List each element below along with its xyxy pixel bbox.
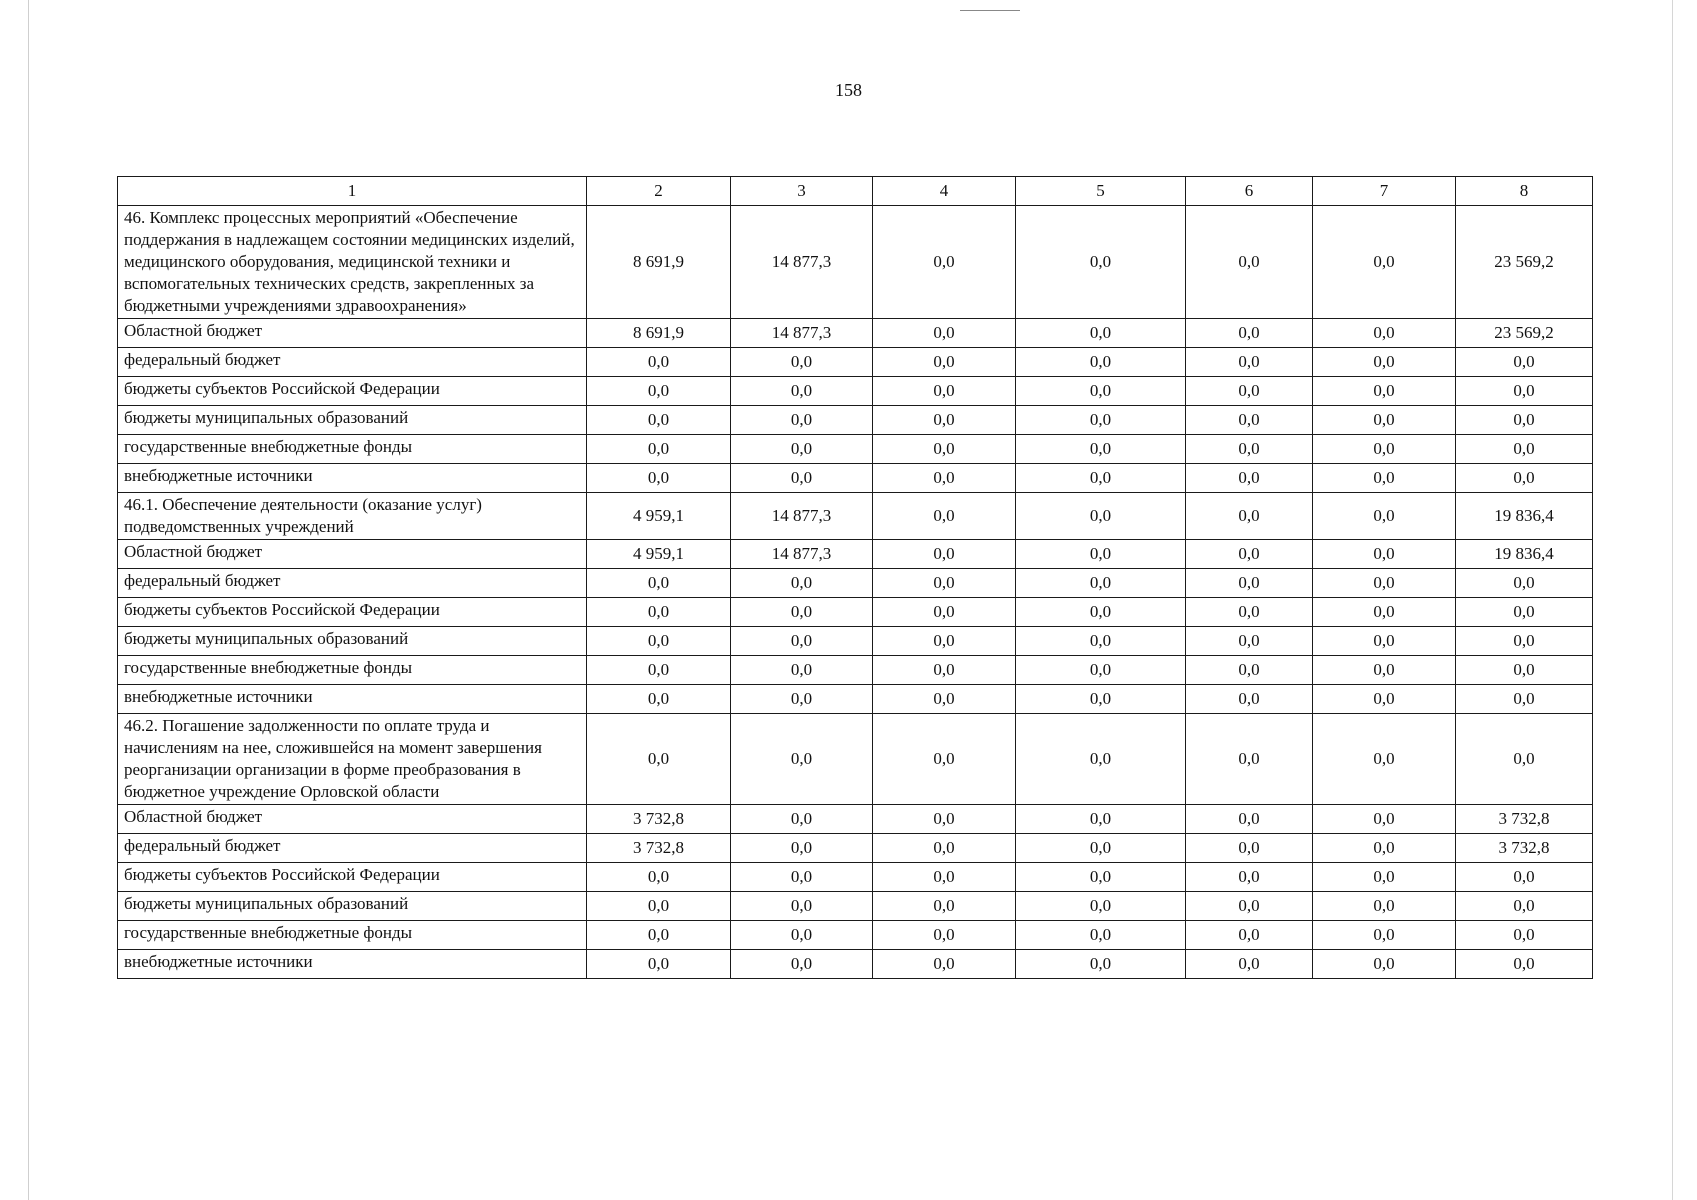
value-cell: 14 877,3 <box>731 319 873 348</box>
table-row <box>118 714 1593 805</box>
row-label: 46.1. Обеспечение деятельности (оказание услуг) подведомственных учреждений <box>118 493 587 540</box>
value-cell: 0,0 <box>1313 435 1456 464</box>
value-cell: 0,0 <box>1186 656 1313 685</box>
value-cell: 0,0 <box>873 685 1016 714</box>
value-cell: 0,0 <box>731 805 873 834</box>
value-cell: 0,0 <box>1016 569 1186 598</box>
row-label: бюджеты муниципальных образований <box>118 892 587 921</box>
value-cell: 0,0 <box>1313 464 1456 493</box>
table-row <box>118 464 1593 493</box>
value-cell: 0,0 <box>873 834 1016 863</box>
value-cell: 0,0 <box>1186 950 1313 979</box>
value-cell: 0,0 <box>1016 685 1186 714</box>
table-body <box>118 206 1593 979</box>
value-cell: 0,0 <box>587 714 731 805</box>
table-row <box>118 206 1593 319</box>
value-cell: 0,0 <box>1186 569 1313 598</box>
value-cell: 0,0 <box>1016 950 1186 979</box>
value-cell: 0,0 <box>873 805 1016 834</box>
value-cell: 3 732,8 <box>587 834 731 863</box>
value-cell: 0,0 <box>731 656 873 685</box>
budget-table <box>117 176 1593 979</box>
table-row <box>118 377 1593 406</box>
value-cell: 0,0 <box>1186 206 1313 319</box>
column-header: 4 <box>873 177 1016 206</box>
value-cell: 0,0 <box>1313 950 1456 979</box>
value-cell: 0,0 <box>1313 493 1456 540</box>
value-cell: 0,0 <box>873 863 1016 892</box>
value-cell: 0,0 <box>1016 863 1186 892</box>
value-cell: 0,0 <box>731 834 873 863</box>
value-cell: 0,0 <box>1456 406 1593 435</box>
value-cell: 19 836,4 <box>1456 493 1593 540</box>
value-cell: 0,0 <box>873 493 1016 540</box>
value-cell: 0,0 <box>587 656 731 685</box>
value-cell: 0,0 <box>873 598 1016 627</box>
value-cell: 0,0 <box>873 319 1016 348</box>
value-cell: 0,0 <box>873 714 1016 805</box>
table-header-row <box>118 177 1593 206</box>
value-cell: 0,0 <box>731 892 873 921</box>
row-label: бюджеты муниципальных образований <box>118 406 587 435</box>
value-cell: 0,0 <box>1313 685 1456 714</box>
value-cell: 0,0 <box>587 892 731 921</box>
scan-mark-top <box>960 10 1020 11</box>
value-cell: 0,0 <box>1186 834 1313 863</box>
value-cell: 0,0 <box>587 598 731 627</box>
value-cell: 0,0 <box>1456 348 1593 377</box>
value-cell: 0,0 <box>1186 540 1313 569</box>
table-row <box>118 685 1593 714</box>
value-cell: 0,0 <box>873 206 1016 319</box>
value-cell: 0,0 <box>873 892 1016 921</box>
table-row <box>118 950 1593 979</box>
value-cell: 0,0 <box>1186 319 1313 348</box>
value-cell: 0,0 <box>731 406 873 435</box>
value-cell: 14 877,3 <box>731 493 873 540</box>
value-cell: 0,0 <box>587 435 731 464</box>
value-cell: 0,0 <box>1016 805 1186 834</box>
table-row <box>118 863 1593 892</box>
value-cell: 0,0 <box>1313 921 1456 950</box>
value-cell: 0,0 <box>1456 921 1593 950</box>
value-cell: 0,0 <box>1016 656 1186 685</box>
value-cell: 0,0 <box>1016 892 1186 921</box>
value-cell: 14 877,3 <box>731 540 873 569</box>
value-cell: 0,0 <box>1186 435 1313 464</box>
value-cell: 0,0 <box>1456 464 1593 493</box>
value-cell: 0,0 <box>1016 319 1186 348</box>
row-label: Областной бюджет <box>118 319 587 348</box>
value-cell: 0,0 <box>873 569 1016 598</box>
value-cell: 0,0 <box>873 627 1016 656</box>
value-cell: 0,0 <box>1313 348 1456 377</box>
value-cell: 0,0 <box>1186 493 1313 540</box>
value-cell: 0,0 <box>1016 921 1186 950</box>
value-cell: 0,0 <box>1313 206 1456 319</box>
row-label: бюджеты муниципальных образований <box>118 627 587 656</box>
row-label: бюджеты субъектов Российской Федерации <box>118 598 587 627</box>
page-number: 158 <box>835 80 862 100</box>
value-cell: 4 959,1 <box>587 540 731 569</box>
value-cell: 0,0 <box>1456 892 1593 921</box>
value-cell: 0,0 <box>1456 377 1593 406</box>
value-cell: 0,0 <box>587 950 731 979</box>
value-cell: 0,0 <box>1313 406 1456 435</box>
value-cell: 0,0 <box>1016 834 1186 863</box>
value-cell: 0,0 <box>873 377 1016 406</box>
value-cell: 0,0 <box>1186 714 1313 805</box>
value-cell: 0,0 <box>1456 714 1593 805</box>
table-row <box>118 435 1593 464</box>
value-cell: 0,0 <box>1456 627 1593 656</box>
value-cell: 0,0 <box>1186 863 1313 892</box>
column-header: 5 <box>1016 177 1186 206</box>
column-header: 6 <box>1186 177 1313 206</box>
row-label: государственные внебюджетные фонды <box>118 435 587 464</box>
value-cell: 0,0 <box>1186 406 1313 435</box>
value-cell: 0,0 <box>1186 627 1313 656</box>
value-cell: 0,0 <box>587 921 731 950</box>
value-cell: 0,0 <box>1186 892 1313 921</box>
value-cell: 3 732,8 <box>1456 805 1593 834</box>
row-label: внебюджетные источники <box>118 685 587 714</box>
value-cell: 0,0 <box>1456 950 1593 979</box>
value-cell: 0,0 <box>731 569 873 598</box>
value-cell: 14 877,3 <box>731 206 873 319</box>
value-cell: 0,0 <box>1186 598 1313 627</box>
value-cell: 0,0 <box>1313 656 1456 685</box>
value-cell: 0,0 <box>873 348 1016 377</box>
value-cell: 0,0 <box>1016 540 1186 569</box>
value-cell: 0,0 <box>1016 464 1186 493</box>
row-label: государственные внебюджетные фонды <box>118 921 587 950</box>
column-header: 1 <box>118 177 587 206</box>
row-label: внебюджетные источники <box>118 950 587 979</box>
value-cell: 0,0 <box>1016 406 1186 435</box>
value-cell: 23 569,2 <box>1456 206 1593 319</box>
value-cell: 0,0 <box>873 921 1016 950</box>
value-cell: 0,0 <box>1016 206 1186 319</box>
value-cell: 0,0 <box>1456 685 1593 714</box>
row-label: федеральный бюджет <box>118 348 587 377</box>
row-label: бюджеты субъектов Российской Федерации <box>118 863 587 892</box>
value-cell: 0,0 <box>1313 319 1456 348</box>
row-label: Областной бюджет <box>118 805 587 834</box>
value-cell: 3 732,8 <box>1456 834 1593 863</box>
value-cell: 0,0 <box>731 464 873 493</box>
value-cell: 0,0 <box>1186 685 1313 714</box>
value-cell: 0,0 <box>731 685 873 714</box>
value-cell: 0,0 <box>1313 863 1456 892</box>
table-row <box>118 540 1593 569</box>
table-row <box>118 598 1593 627</box>
value-cell: 0,0 <box>1456 435 1593 464</box>
value-cell: 4 959,1 <box>587 493 731 540</box>
value-cell: 0,0 <box>1016 627 1186 656</box>
value-cell: 0,0 <box>873 435 1016 464</box>
value-cell: 0,0 <box>731 435 873 464</box>
row-label: 46.2. Погашение задолженности по оплате труда и начислениям на нее, сложившейся на момент завершения реорганизации организации в форме преобразования в бюджетное учреждение Орловской области <box>118 714 587 805</box>
value-cell: 0,0 <box>1186 348 1313 377</box>
value-cell: 0,0 <box>1456 863 1593 892</box>
value-cell: 0,0 <box>1313 714 1456 805</box>
value-cell: 0,0 <box>1456 656 1593 685</box>
value-cell: 0,0 <box>1313 540 1456 569</box>
value-cell: 0,0 <box>1016 493 1186 540</box>
value-cell: 0,0 <box>587 685 731 714</box>
row-label: федеральный бюджет <box>118 834 587 863</box>
value-cell: 0,0 <box>873 406 1016 435</box>
value-cell: 0,0 <box>873 464 1016 493</box>
value-cell: 0,0 <box>873 656 1016 685</box>
value-cell: 0,0 <box>1313 834 1456 863</box>
row-label: бюджеты субъектов Российской Федерации <box>118 377 587 406</box>
value-cell: 0,0 <box>1186 464 1313 493</box>
column-header: 2 <box>587 177 731 206</box>
value-cell: 0,0 <box>1016 598 1186 627</box>
value-cell: 0,0 <box>731 348 873 377</box>
value-cell: 0,0 <box>1016 348 1186 377</box>
value-cell: 0,0 <box>873 950 1016 979</box>
value-cell: 0,0 <box>587 863 731 892</box>
value-cell: 0,0 <box>1186 921 1313 950</box>
table-row <box>118 406 1593 435</box>
value-cell: 0,0 <box>587 627 731 656</box>
column-header: 8 <box>1456 177 1593 206</box>
value-cell: 23 569,2 <box>1456 319 1593 348</box>
table-row <box>118 348 1593 377</box>
value-cell: 0,0 <box>1313 805 1456 834</box>
value-cell: 0,0 <box>1456 569 1593 598</box>
value-cell: 0,0 <box>1313 892 1456 921</box>
table-row <box>118 319 1593 348</box>
value-cell: 19 836,4 <box>1456 540 1593 569</box>
table-row <box>118 569 1593 598</box>
row-label: 46. Комплекс процессных мероприятий «Обеспечение поддержания в надлежащем состоянии медицинских изделий, медицинского оборудования, медицинской техники и вспомогательных технических средств, закрепленных за бюджетными учреждениями здравоохранения» <box>118 206 587 319</box>
table-row <box>118 627 1593 656</box>
row-label: Областной бюджет <box>118 540 587 569</box>
value-cell: 0,0 <box>731 377 873 406</box>
value-cell: 0,0 <box>1016 714 1186 805</box>
table-row <box>118 892 1593 921</box>
value-cell: 0,0 <box>587 406 731 435</box>
value-cell: 8 691,9 <box>587 206 731 319</box>
value-cell: 0,0 <box>1186 805 1313 834</box>
value-cell: 0,0 <box>1313 627 1456 656</box>
value-cell: 8 691,9 <box>587 319 731 348</box>
column-header: 3 <box>731 177 873 206</box>
value-cell: 3 732,8 <box>587 805 731 834</box>
value-cell: 0,0 <box>587 348 731 377</box>
table-row <box>118 834 1593 863</box>
value-cell: 0,0 <box>1313 377 1456 406</box>
scan-mark-left <box>28 0 29 1200</box>
value-cell: 0,0 <box>587 464 731 493</box>
value-cell: 0,0 <box>731 627 873 656</box>
row-label: федеральный бюджет <box>118 569 587 598</box>
value-cell: 0,0 <box>587 377 731 406</box>
value-cell: 0,0 <box>1313 569 1456 598</box>
value-cell: 0,0 <box>587 569 731 598</box>
table-row <box>118 493 1593 540</box>
value-cell: 0,0 <box>1186 377 1313 406</box>
table-row <box>118 921 1593 950</box>
value-cell: 0,0 <box>731 714 873 805</box>
value-cell: 0,0 <box>1016 377 1186 406</box>
table-row <box>118 656 1593 685</box>
column-header: 7 <box>1313 177 1456 206</box>
table-row <box>118 805 1593 834</box>
value-cell: 0,0 <box>731 950 873 979</box>
scan-mark-right <box>1672 0 1673 1200</box>
row-label: внебюджетные источники <box>118 464 587 493</box>
value-cell: 0,0 <box>1313 598 1456 627</box>
value-cell: 0,0 <box>731 863 873 892</box>
value-cell: 0,0 <box>873 540 1016 569</box>
value-cell: 0,0 <box>731 921 873 950</box>
row-label: государственные внебюджетные фонды <box>118 656 587 685</box>
value-cell: 0,0 <box>1456 598 1593 627</box>
value-cell: 0,0 <box>731 598 873 627</box>
value-cell: 0,0 <box>1016 435 1186 464</box>
